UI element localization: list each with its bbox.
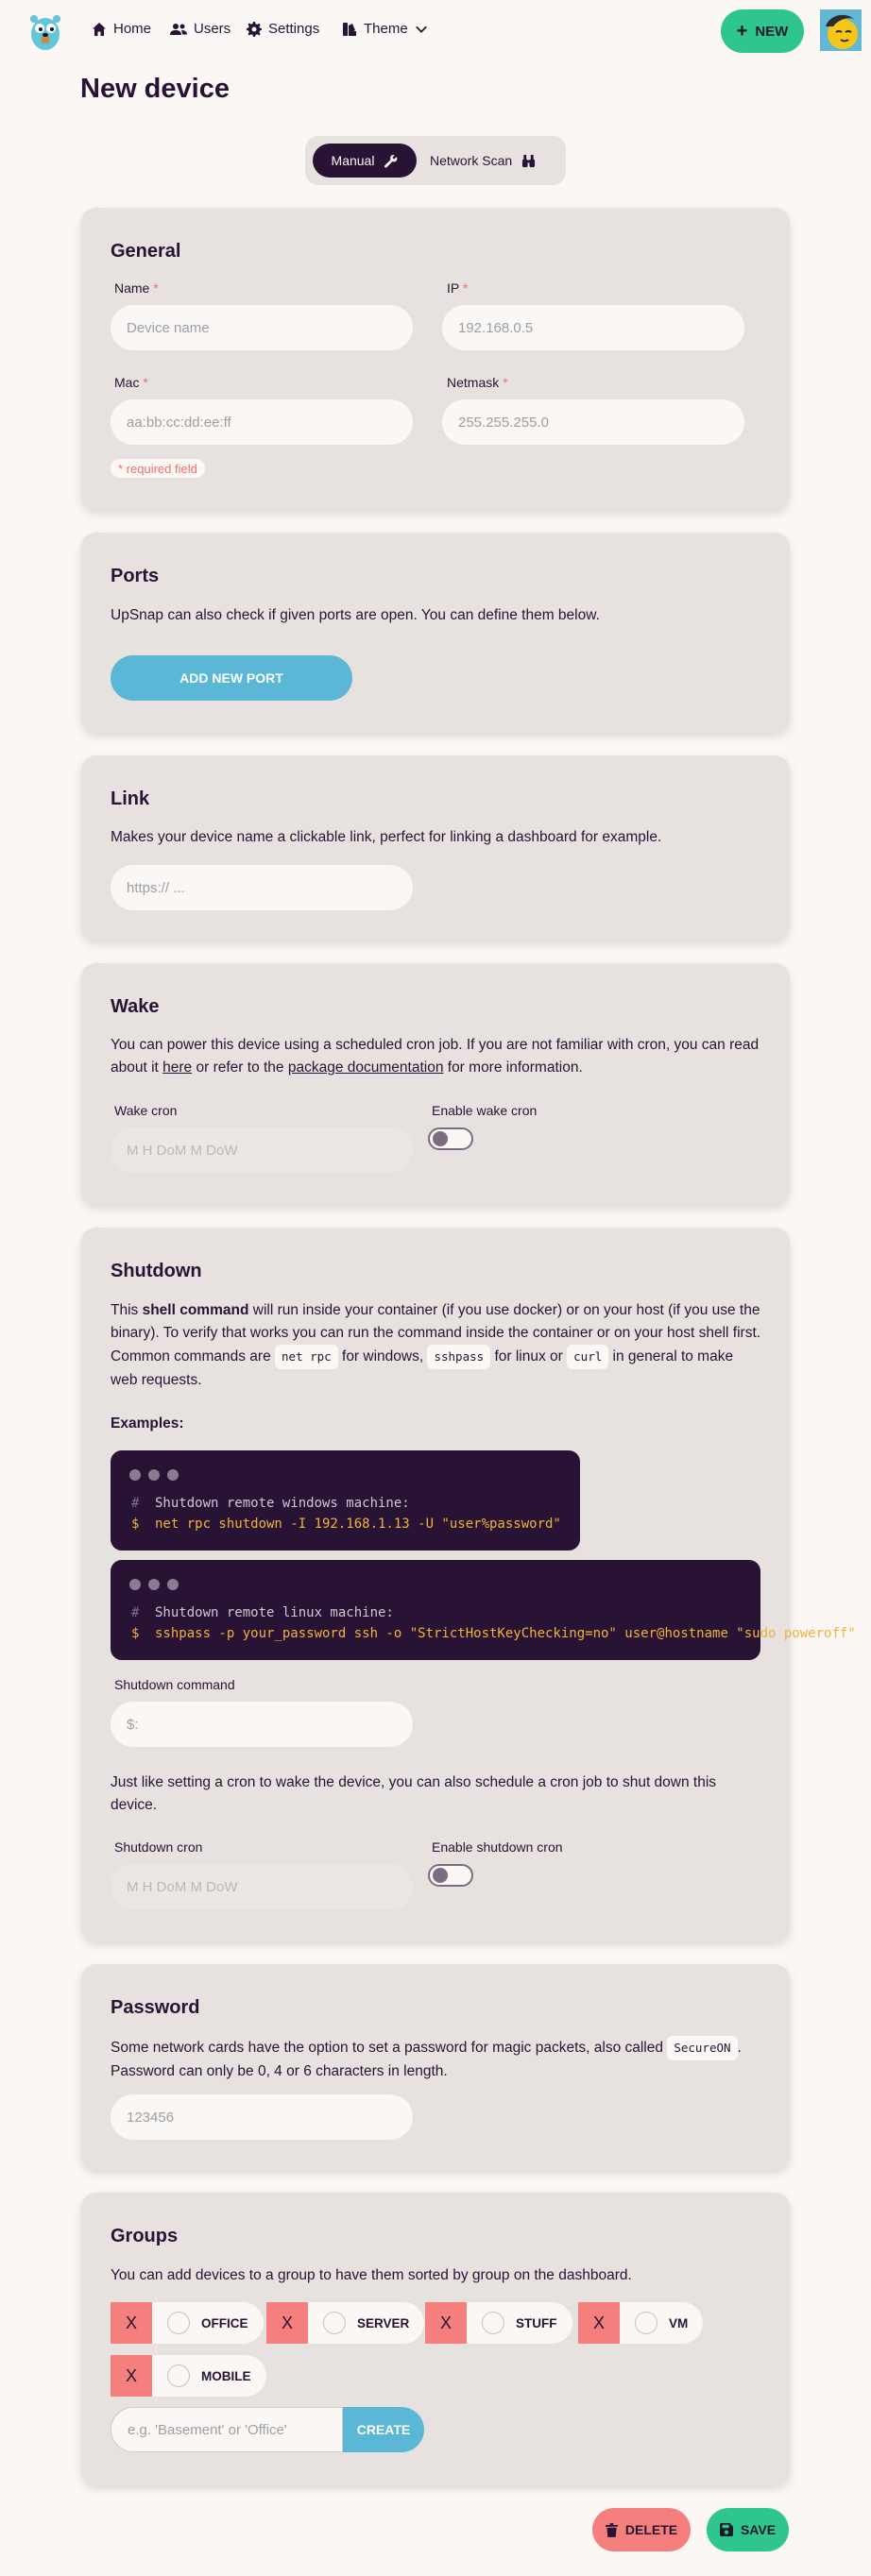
remove-group-button[interactable]: X [111,2355,152,2397]
group-name: OFFICE [201,2315,248,2330]
gear-icon [247,22,262,37]
wake-title: Wake [111,996,160,1017]
enable-wake-cron-label: Enable wake cron [432,1103,538,1118]
group-chip [425,2302,572,2344]
windows-example-comment: Shutdown remote windows machine: [155,1496,410,1511]
shutdown-description: This shell command will run inside your container (if you use docker) or on your host (if you use the binary). To verify that works you can run the command inside the container or on your host shell first. Common commands are net rpc for windows, sshpass for linux or curl in general to make web requests. [111,1302,761,1388]
password-input[interactable] [111,2094,413,2140]
code-net-rpc: net rpc [275,1345,338,1369]
new-button-label: NEW [755,23,789,40]
new-device-button[interactable] [721,9,804,53]
general-card [81,208,790,510]
name-label: Name * [114,280,159,296]
link-title: Link [111,788,150,809]
group-chip [266,2302,424,2344]
netmask-input[interactable] [442,399,744,445]
create-group-button[interactable]: CREATE [343,2407,424,2452]
mac-label: Mac * [114,375,148,390]
tab-manual-label: Manual [331,153,375,168]
groups-description: You can add devices to a group to have them sorted by group on the dashboard. [111,2267,632,2283]
delete-button[interactable] [592,2508,691,2551]
remove-group-button[interactable]: X [111,2302,152,2344]
groups-card [81,2193,790,2485]
ip-input[interactable] [442,305,744,350]
group-chip [111,2302,264,2344]
password-card [81,1964,790,2170]
window-dots [129,1579,179,1590]
remove-group-button[interactable]: X [578,2302,620,2344]
linux-example-comment: Shutdown remote linux machine: [155,1605,394,1620]
enable-shutdown-cron-label: Enable shutdown cron [432,1839,563,1855]
mode-tabs [305,136,566,185]
netmask-label: Netmask * [447,375,508,390]
nav-theme-label: Theme [364,21,408,37]
group-checkbox[interactable] [635,2312,658,2334]
general-title: General [111,241,181,262]
group-chip [578,2302,703,2344]
wake-cron-input[interactable] [111,1127,413,1173]
required-field-badge: * required field [111,459,205,478]
save-label: SAVE [740,2522,777,2537]
chevron-down-icon [415,23,428,36]
linux-example-command: sshpass -p your_password ssh -o "StrictHostKeyChecking=no" user@hostname "sudo poweroff" [155,1626,856,1641]
shutdown-command-input[interactable] [111,1702,413,1747]
group-name: SERVER [357,2315,410,2330]
tab-network-scan[interactable] [417,144,549,178]
ports-title: Ports [111,566,160,586]
palette-icon [342,22,357,37]
group-checkbox[interactable] [167,2364,190,2387]
tab-manual[interactable] [313,144,417,178]
remove-group-button[interactable]: X [425,2302,467,2344]
group-checkbox[interactable] [482,2312,504,2334]
nav-users-label: Users [194,21,231,37]
wake-description: You can power this device using a scheduled cron job. If you are not familiar with cron, you can read about it here or refer to the package documentation for more information. [111,1037,760,1076]
code-sshpass: sshpass [427,1345,490,1369]
floppy-disk-icon [720,2523,733,2536]
enable-wake-cron-toggle[interactable] [428,1127,473,1150]
shutdown-title: Shutdown [111,1261,202,1281]
delete-label: DELETE [624,2522,678,2537]
shutdown-command-label: Shutdown command [114,1677,235,1692]
password-title: Password [111,1997,200,2018]
groups-title: Groups [111,2226,179,2246]
group-name: MOBILE [201,2368,251,2383]
page-title: New device [80,74,230,104]
group-name: STUFF [516,2315,557,2330]
save-button[interactable] [707,2508,789,2551]
nav-settings-label: Settings [268,21,320,37]
name-input[interactable] [111,305,413,350]
home-icon [92,22,107,37]
enable-shutdown-cron-toggle[interactable] [428,1864,473,1887]
here-link[interactable]: here [162,1059,193,1076]
windows-example-code: # Shutdown remote windows machine: $ net rpc shutdown -I 192.168.1.13 -U "user%password" [111,1450,580,1551]
group-checkbox[interactable] [167,2312,190,2334]
tab-network-scan-label: Network Scan [430,153,513,168]
windows-example-command: net rpc shutdown -I 192.168.1.13 -U "user%password" [155,1517,561,1532]
examples-label: Examples: [111,1415,184,1432]
nav-settings[interactable] [247,21,319,37]
shutdown-cron-description: Just like setting a cron to wake the device, you can also schedule a cron job to shut down this device. [111,1774,717,1813]
nav-home[interactable] [92,21,151,37]
group-chip [111,2355,266,2397]
wake-cron-label: Wake cron [114,1103,178,1118]
group-checkbox[interactable] [323,2312,346,2334]
navbar [0,0,871,64]
shutdown-cron-label: Shutdown cron [114,1839,203,1855]
link-card [81,755,790,941]
linux-example-code: # Shutdown remote linux machine: $ sshpass -p your_password ssh -o "StrictHostKeyChecking=no" user@hostname "sudo poweroff" [111,1560,760,1660]
shutdown-card [81,1228,856,1941]
code-curl: curl [567,1345,608,1369]
remove-group-button[interactable]: X [266,2302,308,2344]
avatar[interactable] [820,9,862,51]
window-dots [129,1469,179,1481]
mac-input[interactable] [111,399,413,445]
trash-icon [606,2523,618,2537]
link-input[interactable] [111,865,413,910]
code-secureon: SecureON [667,2036,737,2060]
gopher-logo[interactable] [26,9,64,53]
ports-card [81,533,790,733]
nav-users[interactable] [170,21,231,37]
wrench-icon [384,154,398,168]
nav-theme[interactable] [342,21,428,37]
group-name: VM [669,2315,689,2330]
binoculars-icon [521,154,536,168]
shutdown-cron-input[interactable] [111,1864,413,1909]
add-new-port-button[interactable]: ADD NEW PORT [111,655,352,701]
new-group-input[interactable] [111,2407,343,2452]
wake-card [81,963,790,1205]
plus-icon: + [736,21,748,42]
link-description: Makes your device name a clickable link, perfect for linking a dashboard for example. [111,829,662,845]
ip-label: IP * [447,280,469,296]
nav-home-label: Home [113,21,152,37]
package-documentation-link[interactable]: package documentation [287,1059,444,1076]
users-icon [170,22,187,37]
password-description: Some network cards have the option to set a password for magic packets, also called SecureON . Password can only be 0, 4 or 6 characters in length. [111,2036,762,2083]
ports-description: UpSnap can also check if given ports are open. You can define them below. [111,607,600,623]
